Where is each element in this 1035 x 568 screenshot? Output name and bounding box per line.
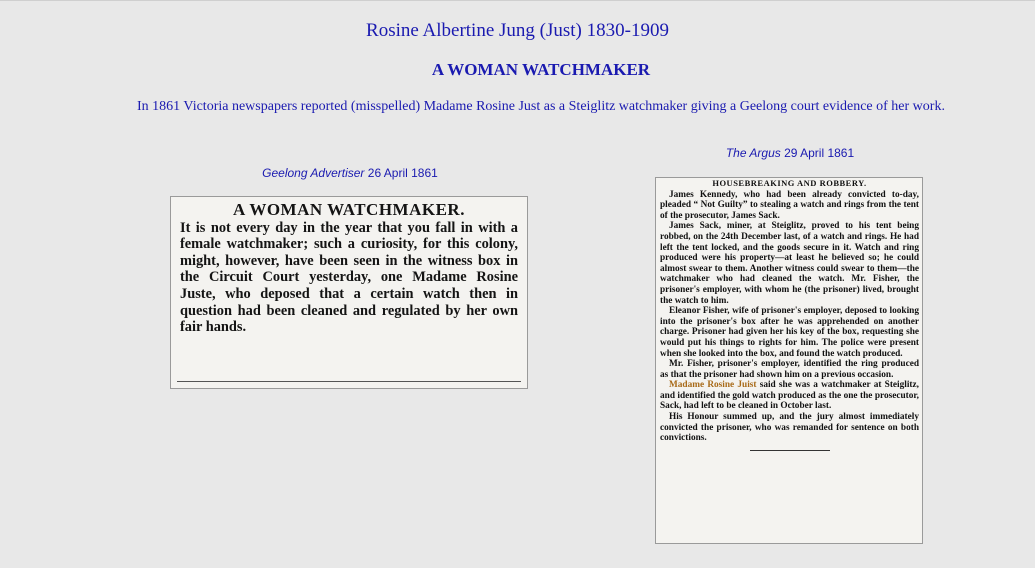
clipping-headline: HOUSEBREAKING AND ROBBERY. xyxy=(712,178,867,188)
clipping-rule xyxy=(177,381,521,382)
left-clipping-caption xyxy=(170,166,530,180)
page-heading: A WOMAN WATCHMAKER xyxy=(431,60,651,79)
clipping-headline: A WOMAN WATCHMAKER. xyxy=(233,200,465,219)
clipping-paragraph: Eleanor Fisher, wife of prisoner's employer, deposed to looking into the prisoner's box after he was apprehended on another charge. Prisoner had given her his key of the box, requesting she would put his things to rights for him. The police were present when she looked into the box, and found the watch produced. xyxy=(660,306,919,359)
page-title: Rosine Albertine Jung (Just) 1830-1909 xyxy=(366,20,669,41)
highlighted-name: Madame Rosine Juist xyxy=(669,380,757,391)
caption-date: 26 April 1861 xyxy=(364,166,438,180)
newspaper-clipping-geelong-advertiser xyxy=(170,196,528,389)
clipping-paragraph xyxy=(660,380,919,412)
intro-text: In 1861 Victoria newspapers reported (misspelled) Madame Rosine Just as a Steiglitz watchmaker giving a Geelong court evidence of her work. xyxy=(137,99,945,114)
clipping-end-rule xyxy=(750,450,830,451)
caption-publication: The Argus xyxy=(725,146,781,160)
caption-publication: Geelong Advertiser xyxy=(262,166,365,180)
clipping-paragraph-text: said she was a watchmaker at Steiglitz, and identified the gold watch produced as the one the prosecutor, Sack, had left to be cleaned in October last. xyxy=(660,380,919,412)
clipping-paragraph: James Sack, miner, at Steiglitz, proved to his tent being robbed, on the 24th December last, of a watch and rings. He had left the tent locked, and the goods secure in it. Watch and ring produced were his property—at least he believed so; he could almost swear to them. Another witness could swear to them—the watchmaker who had cleaned the watch. Mr. Fisher, the prisoner's employer, with whom he (the prisoner) lived, brought the watch to him. xyxy=(660,221,919,306)
right-clipping-caption xyxy=(655,146,925,160)
top-border xyxy=(0,0,1035,1)
clipping-paragraph: James Kennedy, who had been already convicted to-day, pleaded “ Not Guilty” to stealing a watch and rings from the tent of the prosecutor, James Sack. xyxy=(660,189,919,221)
clipping-paragraph: Mr. Fisher, prisoner's employer, identified the ring produced as that the prisoner had shown him on a previous occasion. xyxy=(660,359,919,380)
newspaper-clipping-the-argus xyxy=(655,177,923,544)
caption-date: 29 April 1861 xyxy=(780,146,855,160)
clipping-paragraph: His Honour summed up, and the jury almost immediately convicted the prisoner, who was remanded for sentence on both convictions. xyxy=(660,412,919,444)
clipping-body: It is not every day in the year that you fall in with a female watchmaker; such a curiosity, for this colony, might, however, have been seen in the witness box in the Circuit Court yesterday, one Madame Rosine Juste, who deposed that a certain watch then in question had been cleaned and regulated by her own fair hands. xyxy=(180,219,518,336)
